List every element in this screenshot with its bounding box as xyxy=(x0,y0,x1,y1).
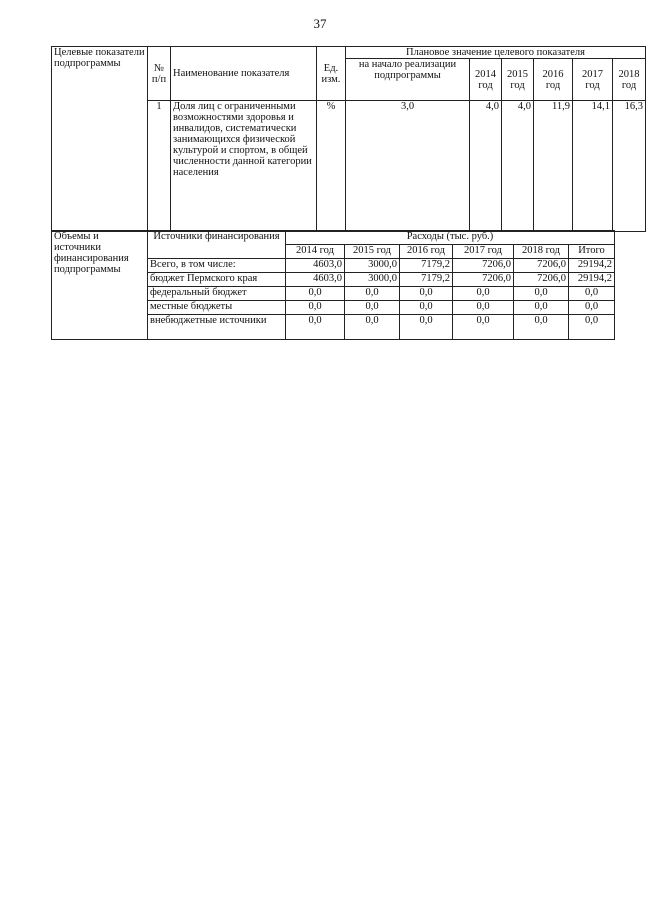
expense-value: 7179,2 xyxy=(400,273,453,287)
expense-value: 0,0 xyxy=(400,301,453,315)
expense-value: 4603,0 xyxy=(286,259,345,273)
year-header: 2017 год xyxy=(573,59,613,101)
year-header: 2014 год xyxy=(470,59,502,101)
expense-total: 29194,2 xyxy=(569,273,615,287)
year-header: 2015 год xyxy=(345,245,400,259)
indicator-value: 16,3 xyxy=(613,101,646,232)
source-label: внебюджетные источники xyxy=(148,315,286,340)
indicators-section-label: Целевые показатели подпрограммы xyxy=(52,47,148,232)
total-header: Итого xyxy=(569,245,615,259)
financing-table xyxy=(51,230,615,340)
expense-value: 3000,0 xyxy=(345,273,400,287)
indicator-name: Доля лиц с ограниченными возможностями здоровья и инвалидов, систематически занимающихся физической культурой и спортом, в общей численности данной категории населения xyxy=(171,101,317,232)
year-header: 2016 год xyxy=(400,245,453,259)
col-start-header: на начало реализации подпрограммы xyxy=(346,59,470,101)
source-label: местные бюджеты xyxy=(148,301,286,315)
indicator-num: 1 xyxy=(148,101,171,232)
expense-value: 0,0 xyxy=(453,315,514,340)
expense-value: 7206,0 xyxy=(453,259,514,273)
expense-value: 0,0 xyxy=(345,287,400,301)
expense-value: 7179,2 xyxy=(400,259,453,273)
expense-value: 0,0 xyxy=(286,287,345,301)
expense-value: 7206,0 xyxy=(514,259,569,273)
indicator-value: 14,1 xyxy=(573,101,613,232)
year-header: 2017 год xyxy=(453,245,514,259)
indicator-value: 4,0 xyxy=(502,101,534,232)
expense-value: 0,0 xyxy=(345,301,400,315)
col-name-header: Наименование показателя xyxy=(171,47,317,101)
year-header: 2018 год xyxy=(613,59,646,101)
financing-section-label: Объемы и источники финансирования подпрограммы xyxy=(52,231,148,340)
indicator-value: 11,9 xyxy=(534,101,573,232)
expense-value: 0,0 xyxy=(514,287,569,301)
expense-value: 0,0 xyxy=(453,287,514,301)
expense-value: 4603,0 xyxy=(286,273,345,287)
expense-total: 0,0 xyxy=(569,315,615,340)
indicators-table xyxy=(51,46,646,232)
col-unit-header: Ед. изм. xyxy=(317,47,346,101)
col-num-header: № п/п xyxy=(148,47,171,101)
source-label: Всего, в том числе: xyxy=(148,259,286,273)
expense-total: 0,0 xyxy=(569,301,615,315)
col-sources-header: Источники финансирования xyxy=(148,231,286,259)
expense-total: 0,0 xyxy=(569,287,615,301)
source-label: федеральный бюджет xyxy=(148,287,286,301)
expense-value: 7206,0 xyxy=(514,273,569,287)
year-header: 2018 год xyxy=(514,245,569,259)
expense-value: 0,0 xyxy=(400,315,453,340)
page-number: 37 xyxy=(313,16,327,31)
expense-value: 7206,0 xyxy=(453,273,514,287)
expense-value: 0,0 xyxy=(286,315,345,340)
indicator-start-value: 3,0 xyxy=(346,101,470,232)
expense-value: 0,0 xyxy=(514,315,569,340)
expense-value: 3000,0 xyxy=(345,259,400,273)
expense-value: 0,0 xyxy=(345,315,400,340)
expense-value: 0,0 xyxy=(453,301,514,315)
indicator-value: 4,0 xyxy=(470,101,502,232)
planned-value-header: Плановое значение целевого показателя xyxy=(346,47,646,59)
year-header: 2015 год xyxy=(502,59,534,101)
source-label: бюджет Пермского края xyxy=(148,273,286,287)
year-header: 2014 год xyxy=(286,245,345,259)
expense-total: 29194,2 xyxy=(569,259,615,273)
expense-value: 0,0 xyxy=(400,287,453,301)
indicator-unit: % xyxy=(317,101,346,232)
expense-value: 0,0 xyxy=(514,301,569,315)
year-header: 2016 год xyxy=(534,59,573,101)
expense-value: 0,0 xyxy=(286,301,345,315)
expenses-header: Расходы (тыс. руб.) xyxy=(286,231,615,245)
